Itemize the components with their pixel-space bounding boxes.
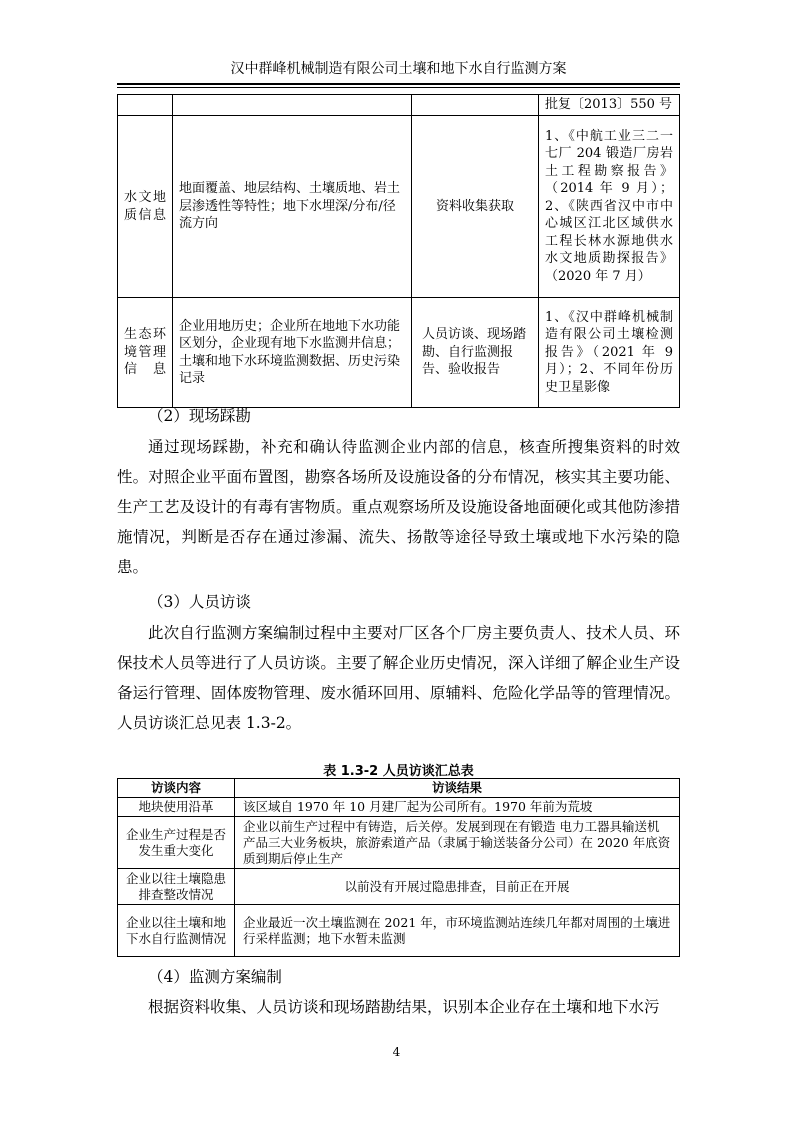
- table-row: [118, 95, 680, 116]
- table-cell-topic: 地块使用沿革: [118, 798, 235, 817]
- table-header: 访谈结果: [235, 779, 680, 798]
- table-header-row: [118, 779, 680, 798]
- table-cell-content: [173, 95, 412, 116]
- paragraph: 此次自行监测方案编制过程中主要对厂区各个厂房主要负责人、技术人员、环保技术人员等进行了人员访谈。主要了解企业历史情况，深入详细了解企业生产设备运行管理、固体废物管理、废水循环回用、原辅料、危险化学品等的管理情况。人员访谈汇总见表 1.3-2。: [117, 624, 680, 732]
- section-heading: （2）现场踩勘: [148, 407, 251, 425]
- table-cell-content: 企业用地历史；企业所在地地下水功能区划分，企业现有地下水监测井信息；土壤和地下水环境监测数据、历史污染记录: [173, 298, 412, 408]
- table-cell-content: 地面覆盖、地层结构、土壤质地、岩土层渗透性等特性；地下水埋深/分布/径流方向: [173, 116, 412, 298]
- info-table: [117, 94, 680, 408]
- table-row: [118, 798, 680, 817]
- table-cell-topic: 企业生产过程是否发生重大变化: [118, 817, 235, 869]
- table-cell-source: 1、《中航工业三二一七厂 204 锻造厂房岩土工程勘察报告》（2014 年 9 月）；2、《陕西省汉中市中心城区江北区域供水工程长林水源地供水水文地质勘探报告》（2020 年 7 月）: [539, 116, 680, 298]
- page-number: 4: [392, 1045, 401, 1059]
- header-rule-thick: [117, 83, 680, 85]
- table-cell-topic: 企业以往土壤隐患排查整改情况: [118, 869, 235, 905]
- section-heading: （4）监测方案编制: [148, 968, 282, 986]
- table-cell-category: [118, 95, 173, 116]
- table-cell-category: 水文地质信息: [118, 116, 173, 298]
- table-cell-category: 生态环境管理信息: [118, 298, 173, 408]
- table-row: [118, 869, 680, 905]
- table-cell-result: 企业最近一次土壤监测在 2021 年，市环境监测站连续几年都对周围的土壤进行采样监测；地下水暂未监测: [235, 905, 680, 957]
- section-heading: （3）人员访谈: [148, 593, 251, 611]
- page-header: 汉中群峰机械制造有限公司土壤和地下水自行监测方案: [230, 61, 567, 77]
- header-rule-thin: [117, 87, 680, 88]
- table-cell-method: 人员访谈、现场踏勘、自行监测报告、验收报告: [412, 298, 539, 408]
- interview-table: [117, 778, 680, 957]
- table-cell-result: 该区域自 1970 年 10 月建厂起为公司所有。1970 年前为荒坡: [235, 798, 680, 817]
- table-row: [118, 905, 680, 957]
- table-row: [118, 298, 680, 408]
- table-cell-result: 企业以前生产过程中有铸造，后关停。发展到现在有锻造 电力工器具输送机产品三大业务板块，旅游索道产品（隶属于输送装备分公司）在 2020 年底资质到期后停止生产: [235, 817, 680, 869]
- table-header: 访谈内容: [118, 779, 235, 798]
- table-cell-topic: 企业以往土壤和地下水自行监测情况: [118, 905, 235, 957]
- table-row: [118, 817, 680, 869]
- paragraph: 通过现场踩勘，补充和确认待监测企业内部的信息，核查所搜集资料的时效性。对照企业平面布置图，勘察各场所及设施设备的分布情况，核实其主要功能、生产工艺及设计的有毒有害物质。重点观察场所及设施设备地面硬化或其他防渗措施情况，判断是否存在通过渗漏、流失、扬散等途径导致土壤或地下水污染的隐患。: [117, 438, 680, 576]
- table-cell-method: 资料收集获取: [412, 116, 539, 298]
- table-cell-source: 1、《汉中群峰机械制造有限公司土壤检测报告》（2021 年 9 月）；2、不同年份历史卫星影像: [539, 298, 680, 408]
- table-caption: 表 1.3-2 人员访谈汇总表: [323, 764, 474, 779]
- paragraph: 根据资料收集、人员访谈和现场踏勘结果，识别本企业存在土壤和地下水污: [148, 998, 660, 1016]
- table-cell-method: [412, 95, 539, 116]
- table-row: [118, 116, 680, 298]
- table-cell-source: 批复〔2013〕550 号: [539, 95, 680, 116]
- table-cell-result: 以前没有开展过隐患排查，目前正在开展: [235, 869, 680, 905]
